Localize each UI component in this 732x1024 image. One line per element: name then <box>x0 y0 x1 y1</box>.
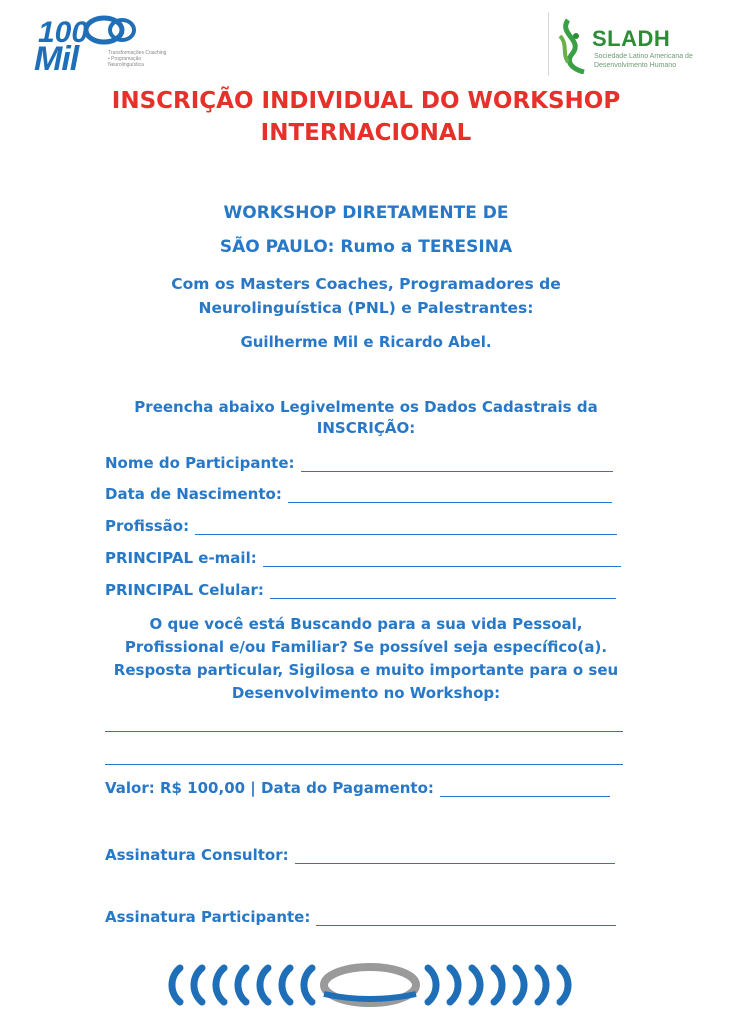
question-line3: Resposta particular, Sigilosa e muito importante para o seu <box>113 661 619 679</box>
instructions-line1: Preencha abaixo Legivelmente os Dados Cadastrais da <box>134 398 598 416</box>
logo-tagline: Transformações Coaching • Programação Neurolinguística <box>108 50 167 68</box>
payment-label: Valor: R$ 100,00 | Data do Pagamento: <box>105 779 434 797</box>
sladh-subtitle: Sociedade Latino Americana de Desenvolvimento Humano <box>594 53 693 69</box>
email-label: PRINCIPAL e-mail: <box>105 549 257 567</box>
question-line2: Profissional e/ou Familiar? Se possível seja específico(a). <box>124 638 608 656</box>
footer-arcs-decoration <box>150 962 590 1008</box>
question-line1: O que você está Buscando para a sua vida Pessoal, <box>149 615 583 633</box>
profession-field[interactable] <box>105 517 617 535</box>
sladh-emblem-icon <box>554 14 594 74</box>
participant-name-field[interactable] <box>105 454 613 472</box>
workshop-subtitle-line1: WORKSHOP DIRETAMENTE DE <box>223 203 509 223</box>
participant-signature-field[interactable] <box>105 908 616 926</box>
phone-field[interactable] <box>105 581 616 599</box>
sladh-name: SLADH <box>592 26 671 51</box>
coaches-names: Guilherme Mil e Ricardo Abel. <box>240 333 492 351</box>
profession-label: Profissão: <box>105 517 190 535</box>
consultant-signature-field[interactable] <box>105 846 615 864</box>
form-title-line1: INSCRIÇÃO INDIVIDUAL DO WORKSHOP <box>111 88 621 114</box>
form-title-line2: INTERNACIONAL <box>260 120 472 146</box>
coaches-line2: Neurolinguística (PNL) e Palestrantes: <box>198 299 534 317</box>
answer-line-1[interactable] <box>105 731 623 732</box>
participant-name-label: Nome do Participante: <box>105 454 295 472</box>
payment-field[interactable] <box>105 779 610 797</box>
sladh-logo <box>548 12 718 76</box>
logo-number: 100 <box>38 16 89 49</box>
consultant-signature-label: Assinatura Consultor: <box>105 846 289 864</box>
answer-line-2[interactable] <box>105 764 623 765</box>
payment-date-line[interactable] <box>440 782 610 797</box>
phone-line[interactable] <box>270 584 616 599</box>
profession-line[interactable] <box>195 520 617 535</box>
workshop-subtitle-line2: SÃO PAULO: Rumo a TERESINA <box>219 237 513 257</box>
participant-signature-label: Assinatura Participante: <box>105 908 311 926</box>
instructions-line2: INSCRIÇÃO: <box>316 419 416 437</box>
phone-label: PRINCIPAL Celular: <box>105 581 264 599</box>
birth-date-label: Data de Nascimento: <box>105 485 282 503</box>
participant-name-line[interactable] <box>301 457 613 472</box>
birth-date-field[interactable] <box>105 485 612 503</box>
logo-divider <box>548 12 549 76</box>
birth-date-line[interactable] <box>288 488 612 503</box>
question-line4: Desenvolvimento no Workshop: <box>231 684 501 702</box>
email-line[interactable] <box>263 552 621 567</box>
coaches-line1: Com os Masters Coaches, Programadores de <box>171 275 561 293</box>
logo-name: Mil <box>34 40 79 78</box>
consultant-signature-line[interactable] <box>295 849 615 864</box>
100-mil-logo <box>30 12 180 82</box>
email-field[interactable] <box>105 549 621 567</box>
participant-signature-line[interactable] <box>316 911 616 926</box>
